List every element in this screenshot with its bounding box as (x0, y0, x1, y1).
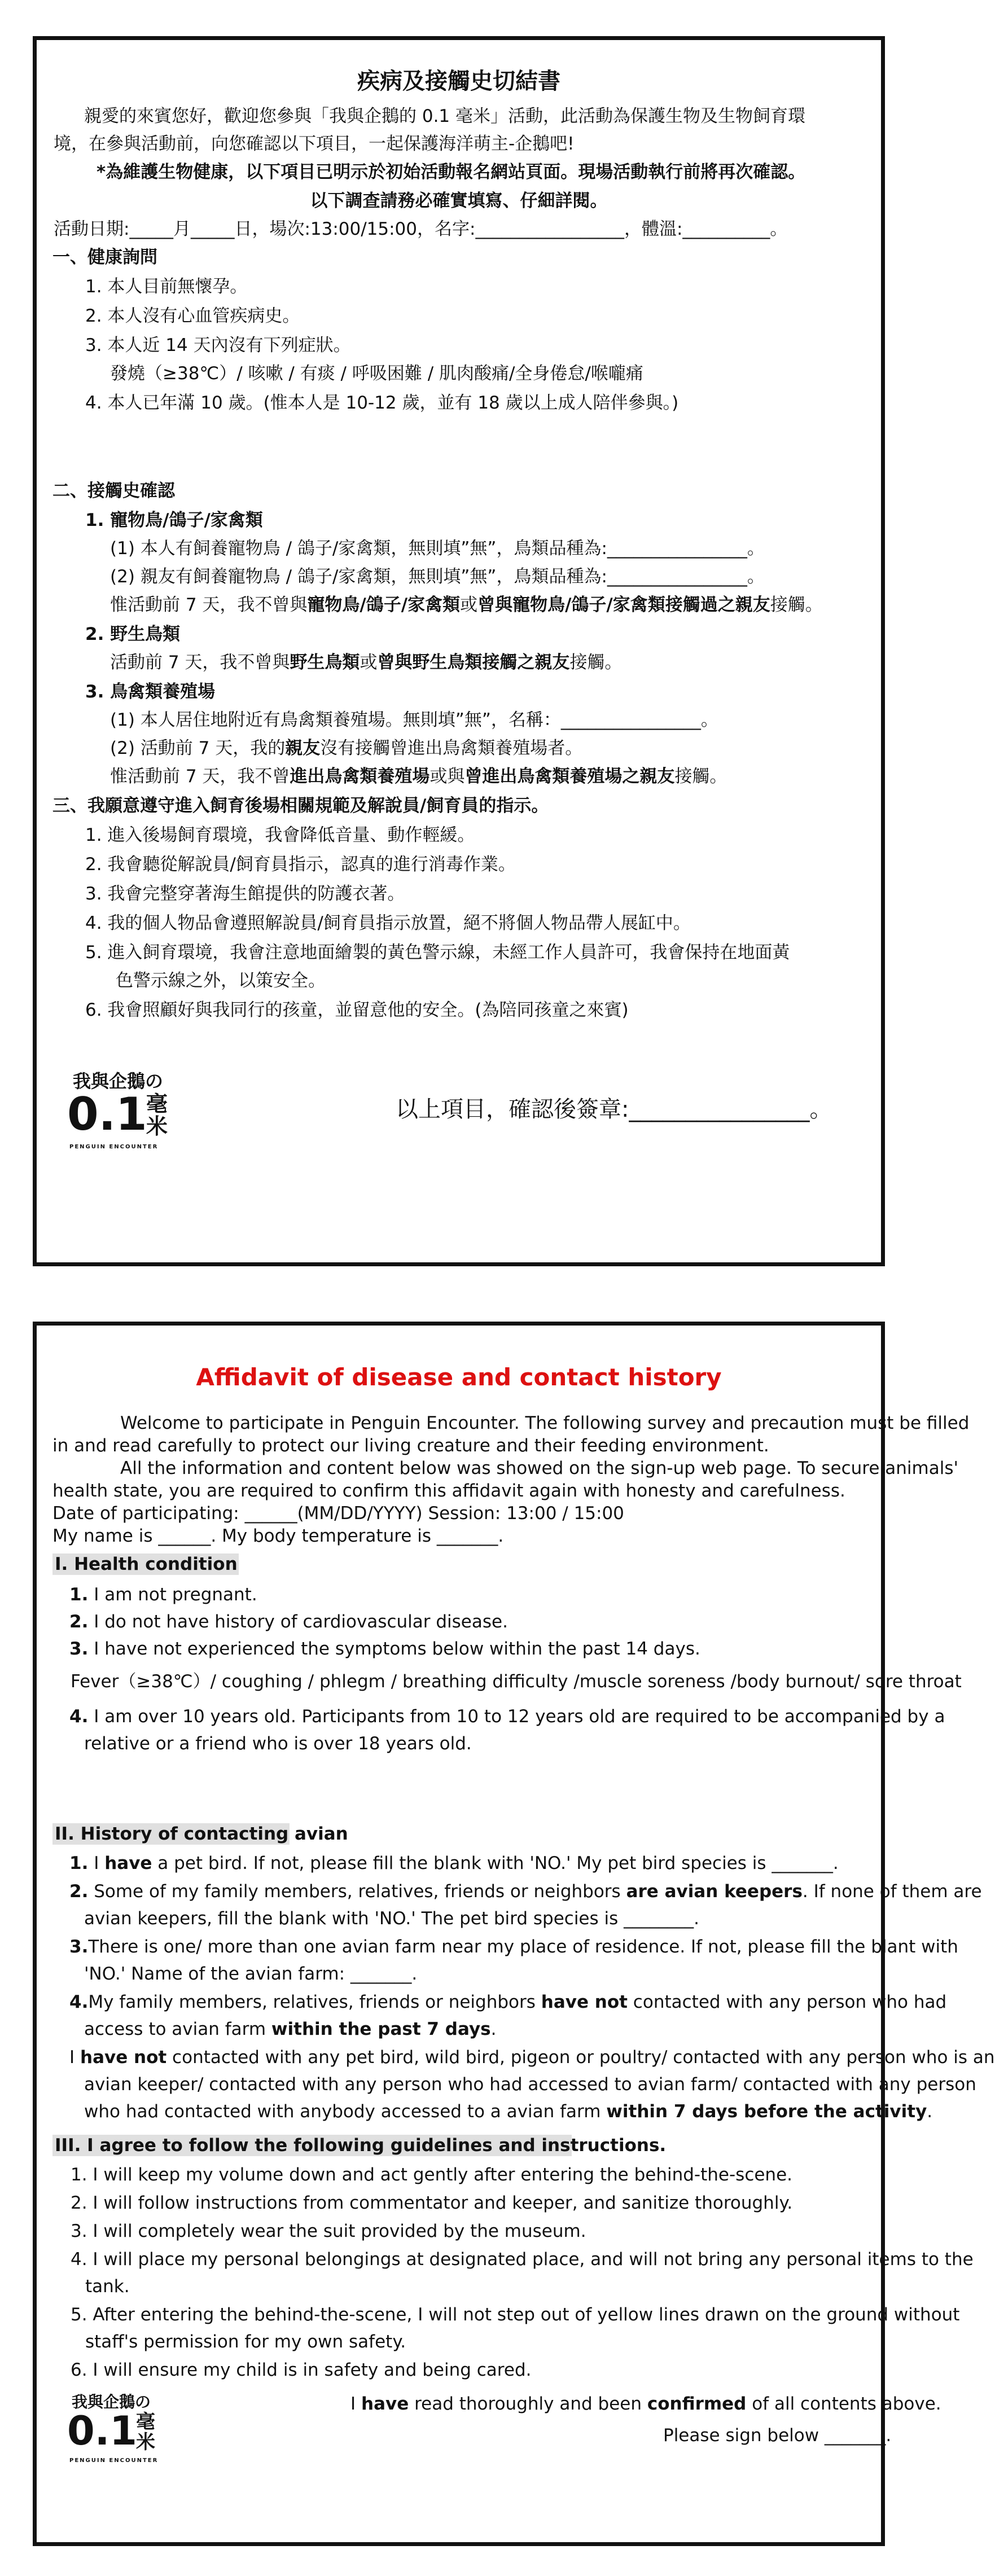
list-item: 1. 進入後場飼育環境，我會降低音量、動作輕緩。 (85, 825, 475, 845)
list-item: 4. I am over 10 years old. Participants from 10 to 12 years old are required to be accompanied by a (69, 1706, 945, 1727)
list-item-detail: 惟活動前 7 天，我不曾進出鳥禽類養殖場或與曾進出鳥禽類養殖場之親友接觸。 (110, 766, 727, 787)
list-item-detail: (2) 活動前 7 天，我的親友沒有接觸曾進出鳥禽類養殖場者。 (110, 738, 583, 758)
intro-line: health state, you are required to confirm this affidavit again with honesty and carefulness. (52, 1481, 845, 1501)
date-line: Date of participating: ______(MM/DD/YYYY) Session: 13:00 / 15:00 (52, 1503, 624, 1524)
list-item-detail: (2) 親友有飼養寵物鳥 / 鴿子/家禽類，無則填”無”，鳥類品種為:________________。 (110, 567, 765, 587)
list-item: 3. 本人近 14 天內沒有下列症狀。 (85, 335, 351, 356)
list-item: 6. 我會照顧好與我同行的孩童，並留意他的安全。(為陪同孩童之來賓) (85, 1000, 629, 1020)
list-item: 4. 本人已年滿 10 歲。(惟本人是 10-12 歲，並有 18 歲以上成人陪伴參與。) (85, 393, 679, 413)
list-item: 3. I will completely wear the suit provided by the museum. (71, 2221, 586, 2241)
list-item: 2. 本人沒有心血管疾病史。 (85, 306, 300, 326)
section-heading-contact: 二、接觸史確認 (52, 481, 175, 501)
list-item-continued: tank. (85, 2276, 130, 2297)
section-heading-contact: II. History of contacting avian (55, 1824, 348, 1844)
section-heading-health: I. Health condition (55, 1554, 238, 1574)
section-heading-guidelines: 三、我願意遵守進入飼育後場相關規範及解說員/飼育員的指示。 (52, 796, 549, 816)
list-item: 1. 寵物鳥/鴿子/家禽類 (85, 510, 263, 530)
list-item: 5. After entering the behind-the-scene, I will not step out of yellow lines drawn on the ground without (71, 2305, 960, 2325)
intro-line: in and read carefully to protect our living creature and their feeding environment. (52, 1436, 769, 1456)
list-item-detail: 活動前 7 天，我不曾與野生鳥類或曾與野生鳥類接觸之親友接觸。 (110, 652, 623, 673)
intro-line: Welcome to participate in Penguin Encounter. The following survey and precaution must be filled (120, 1413, 970, 1433)
list-item: 4.My family members, relatives, friends or neighbors have not contacted with any person who had (69, 1992, 947, 2012)
list-item-detail: Fever（≥38℃）/ coughing / phlegm / breathing difficulty /muscle soreness /body burnout/ sore throat (71, 1671, 962, 1692)
list-item: 2. I will follow instructions from commentator and keeper, and sanitize thoroughly. (71, 2193, 793, 2213)
list-item: 3. I have not experienced the symptoms below within the past 14 days. (69, 1639, 700, 1659)
penguin-encounter-logo: 我與企鵝の 0.1 毫 米 PENGUIN ENCOUNTER (67, 1070, 168, 1150)
list-item: 2. Some of my family members, relatives, friends or neighbors are avian keepers. If none of them are (69, 1881, 982, 1902)
penguin-encounter-logo: 我與企鵝の 0.1 毫 米 PENGUIN ENCOUNTER (67, 2393, 159, 2464)
name-temperature-line: My name is ______. My body temperature is _______. (52, 1526, 504, 1546)
list-item-detail: (1) 本人居住地附近有鳥禽類養殖場。無則填”無”，名稱：________________。 (110, 710, 718, 730)
notice-line: 以下調查請務必確實填寫、仔細詳閱。 (310, 191, 608, 211)
list-item: 3. 鳥禽類養殖場 (85, 682, 216, 702)
date-line: 活動日期:_____月_____日，場次:13:00/15:00，名字:_________________，體溫:__________。 (54, 219, 788, 239)
confirmation-line: I have read thoroughly and been confirmed of all contents above. (350, 2394, 941, 2414)
notice-line: *為維護生物健康，以下項目已明示於初始活動報名網站頁面。現場活動執行前將再次確認。 (97, 162, 806, 182)
intro-line: 境，在參與活動前，向您確認以下項目，一起保護海洋萌主-企鵝吧! (54, 134, 575, 154)
page-title: Affidavit of disease and contact history (196, 1363, 722, 1391)
list-item: 1. I am not pregnant. (69, 1585, 257, 1605)
list-item: 3.There is one/ more than one avian farm near my place of residence. If not, please fill the blant with (69, 1937, 958, 1957)
list-item-continued: relative or a friend who is over 18 years old. (84, 1734, 472, 1754)
list-item: 1. 本人目前無懷孕。 (85, 277, 248, 297)
list-item: 2. I do not have history of cardiovascular disease. (69, 1612, 508, 1632)
list-item-continued: access to avian farm within the past 7 days. (84, 2019, 497, 2039)
list-item: 1. I have a pet bird. If not, please fill the blank with 'NO.' My pet bird species is _______. (69, 1853, 839, 1873)
chinese-affidavit-sheet (33, 36, 885, 1266)
list-item: 2. 我會聽從解說員/飼育員指示，認真的進行消毒作業。 (85, 854, 516, 875)
intro-line: All the information and content below was showed on the sign-up web page. To secure animals' (120, 1458, 958, 1478)
list-item-detail: 發燒（≥38℃）/ 咳嗽 / 有痰 / 呼吸困難 / 肌肉酸痛/全身倦怠/喉嚨痛 (110, 363, 643, 384)
list-item: I have not contacted with any pet bird, wild bird, pigeon or poultry/ contacted with any person who is an (69, 2047, 995, 2068)
list-item: 4. 我的個人物品會遵照解說員/飼育員指示放置，絕不將個人物品帶人展缸中。 (85, 913, 691, 933)
page-title: 疾病及接觸史切結書 (357, 68, 560, 94)
list-item: 6. I will ensure my child is in safety and being cared. (71, 2360, 532, 2380)
signature-line: 以上項目，確認後簽章:________________。 (396, 1096, 832, 1122)
list-item-continued: 'NO.' Name of the avian farm: _______. (84, 1964, 418, 1984)
list-item-continued: 色警示線之外，以策安全。 (116, 971, 326, 991)
list-item: 1. I will keep my volume down and act gently after entering the behind-the-scene. (71, 2165, 793, 2185)
section-heading-guidelines: III. I agree to follow the following guidelines and instructions. (55, 2135, 667, 2156)
list-item-detail: 惟活動前 7 天，我不曾與寵物鳥/鴿子/家禽類或曾與寵物鳥/鴿子/家禽類接觸過之親友接觸。 (110, 595, 823, 615)
english-affidavit-sheet (33, 1322, 995, 2546)
signature-line: Please sign below _______. (663, 2425, 892, 2446)
intro-line: 親愛的來賓您好，歡迎您參與「我與企鵝的 0.1 毫米」活動，此活動為保護生物及生物飼育環 (84, 106, 806, 126)
list-item-continued: who had contacted with anybody accessed to a avian farm within 7 days before the activity. (84, 2101, 933, 2122)
list-item-continued: staff's permission for my own safety. (85, 2332, 406, 2352)
logo-number: 0.1 (67, 1088, 147, 1140)
list-item-continued: avian keeper/ contacted with any person who had accessed to avian farm/ contacted with any person (84, 2074, 976, 2095)
list-item-continued: avian keepers, fill the blank with 'NO.' The pet bird species is ________. (84, 1908, 699, 1929)
list-item: 2. 野生鳥類 (85, 624, 181, 644)
list-item-detail: (1) 本人有飼養寵物鳥 / 鴿子/家禽類，無則填”無”，鳥類品種為:________________。 (110, 538, 765, 559)
section-heading-health: 一、健康詢問 (52, 247, 157, 267)
list-item: 4. I will place my personal belongings at designated place, and will not bring any personal items to the (71, 2249, 974, 2270)
logo-number: 0.1 (67, 2408, 138, 2454)
list-item: 3. 我會完整穿著海生館提供的防護衣著。 (85, 884, 405, 904)
list-item: 5. 進入飼育環境，我會注意地面繪製的黃色警示線，未經工作人員許可，我會保持在地面黃 (85, 942, 790, 963)
